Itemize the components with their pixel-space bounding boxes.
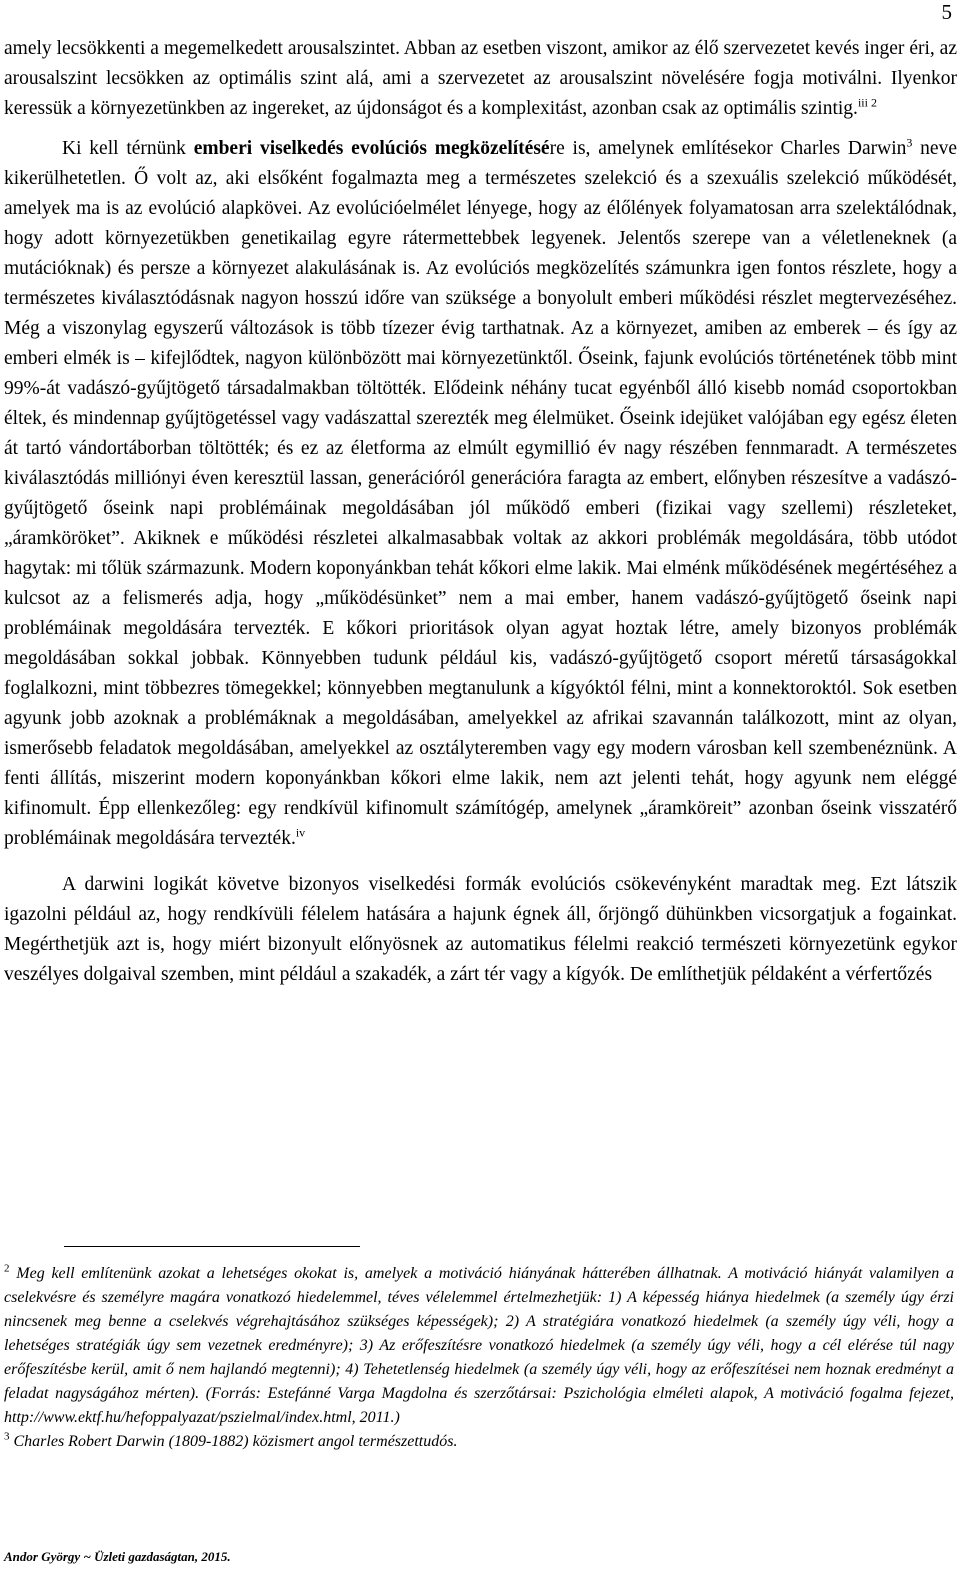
main-text xyxy=(4,34,957,990)
paragraph-2-body: neve kikerülhetetlen. Ő volt az, aki elsőként fogalmazta meg a természetes szelekció és a szexuális szelekció működését, amelyek ma is az evolúció alapkövei. Az evolúcióelmélet lényege, hogy az élőlények folyamatosan arra szelektálódnak, hogy adott környezetükben genetikailag egyre rátermettebbek legyenek. Jelentős szerepe van a véletleneknek (a mutációknak) és persze a környezet alakulásának is. Az evolúciós megközelítés számunkra igen fontos részlete, hogy a természetes kiválasztódásnak nagyon hosszú időre van szüksége a bonyolult emberi működési részlet megtervezéséhez. Még a viszonylag egyszerű változások is több tízezer évig tarthatnak. Az a környezet, amiben az emberek – és így az emberi elmék is – kifejlődtek, nagyon különbözött mai környezetünktől. Őseink, fajunk evolúciós történetének több mint 99%-át vadászó-gyűjtögető társadalmakban töltötték. Elődeink néhány tucat egyénből álló kisebb nomád csoportokban éltek, és mindennap gyűjtögetéssel vagy vadászattal szerezték meg élelmüket. Őseink idejüket valójában egy egész életen át tartó vándortáborban töltötték; és ez az életforma az elmúlt egymillió év nagy részében fennmaradt. A természetes kiválasztódás milliónyi éven keresztül lassan, generációról generációra faragta az embert, előnyben részesítve a vadászó-gyűjtögető őseink napi problémáinak megoldásában jól működő emberi (fizikai vagy szellemi) részleteket, „áramköröket”. Akiknek e működési részletei alkalmasabbak voltak az akkori problémák megoldására, több utódot hagytak: mi tőlük származunk. Modern koponyánkban tehát kőkori elme lakik. Mai elménk működésének megértéséhez a kulcsot az a felismerés adja, hogy „működésünket” nem a mai ember, hanem vadászó-gyűjtögető őseink napi problémáinak megoldására tervezték. E kőkori prioritások olyan agyat hoztak létre, amely bizonyos problémák megoldásában sokkal jobbak. Könnyebben tudunk például kis, vadászó-gyűjtögető csoport méretű társaságokkal foglalkozni, mint többezres tömegekkel; könnyebben megtanulunk a kígyóktól félni, mint a konnektoroktól. Sok esetben agyunk jobb azoknak a problémáknak a megoldásában, amelyekkel az afrikai szavannán találkozott, mint az olyan, ismerősebb feladatok megoldásában, amelyekkel az osztályteremben vagy egy modern városban kell szembenéznünk. A fenti állítás, miszerint modern koponyánkban kőkori elme lakik, nem azt jelenti tehát, hogy agyunk nem eléggé kifinomult. Épp ellenkezőleg: egy rendkívül kifinomult számítógép, amelynek „áramköreit” azonban őseink visszatérő problémáinak megoldására tervezték. xyxy=(4,138,957,849)
footnote-ref-3: 3 xyxy=(906,135,913,150)
page-footer: Andor György ~ Üzleti gazdaságtan, 2015. xyxy=(4,1549,231,1564)
paragraph-2-continuation: re is, amelynek említésekor Charles Darwin xyxy=(549,138,907,159)
paragraph-1 xyxy=(4,34,957,124)
footnotes xyxy=(4,1262,954,1454)
paragraph-2-intro: Ki kell térnünk xyxy=(62,138,194,159)
paragraph-2-bold-term: emberi viselkedés evolúciós megközelítésé xyxy=(193,138,550,159)
footnote-3 xyxy=(4,1430,954,1454)
paragraph-1-text: amely lecsökkenti a megemelkedett arousalszintet. Abban az esetben viszont, amikor az élő szervezetet kevés inger éri, az arousalszint lecsökken az optimális szint alá, ami a szervezetet az arousalszint növelésére fogja motiválni. Ilyenkor keressük a környezetünkben az ingereket, az újdonságot és a komplexitást, azonban csak az optimális szintig. xyxy=(4,38,957,119)
paragraph-2 xyxy=(4,134,957,854)
footnote-ref-iii-2: iii 2 xyxy=(857,95,877,110)
footnote-2-mark: 2 xyxy=(4,1262,10,1275)
footnote-3-text: Charles Robert Darwin (1809-1882) közismert angol természettudós. xyxy=(9,1433,458,1450)
footnote-2-text: Meg kell említenünk azokat a lehetséges okokat is, amelyek a motiváció hiányának hátterében állhatnak. A motiváció hiányát valamilyen a cselekvésre és személyre magára vonatkozó hiedelemmel, téves vélelemmel értelmezhetjük: 1) A képesség hiánya hiedelmek (a személy úgy érzi nincsenek meg benne a cselekvés végrehajtásához szükséges képességek); 2) A stratégiára vonatkozó hiedelmek (a személy úgy véli, hogy a lehetséges stratégiák úgy sem vezetnek eredményre); 3) Az erőfeszítésre vonatkozó hiedelmek (a személy úgy véli, hogy a cél elérése túl nagy erőfeszítésbe kerül, amit ő nem hajlandó megtenni); 4) Tehetetlenség hiedelmek (a személy úgy véli, hogy az erőfeszítései nem hoznak eredményt a feladat nagyságához mérten). (Forrás: Estefánné Varga Magdolna és szerzőtársai: Pszichológia elméleti alapok, A motiváció fogalma fejezet, http://www.ektf.hu/hefoppalyazat/pszielmal/index.html, 2011.) xyxy=(4,1265,954,1426)
footnote-ref-iv: iv xyxy=(295,825,306,840)
page-number: 5 xyxy=(941,0,952,24)
paragraph-3: A darwini logikát követve bizonyos viselkedési formák evolúciós csökevényként maradtak meg. Ezt látszik igazolni például az, hogy rendkívüli félelem hatására a hajunk égnek áll, őrjöngő dühünkben vicsorgatjuk a fogainkat. Megérthetjük azt is, hogy miért bizonyult előnyösnek az automatikus félelmi reakció természeti környezetünk egykor veszélyes dolgaival szemben, mint például a szakadék, a zárt tér vagy a kígyók. De említhetjük példaként a vérfertőzés xyxy=(4,874,957,985)
footnote-separator xyxy=(64,1246,360,1247)
footnote-3-mark: 3 xyxy=(4,1430,10,1443)
footnote-2 xyxy=(4,1262,954,1430)
